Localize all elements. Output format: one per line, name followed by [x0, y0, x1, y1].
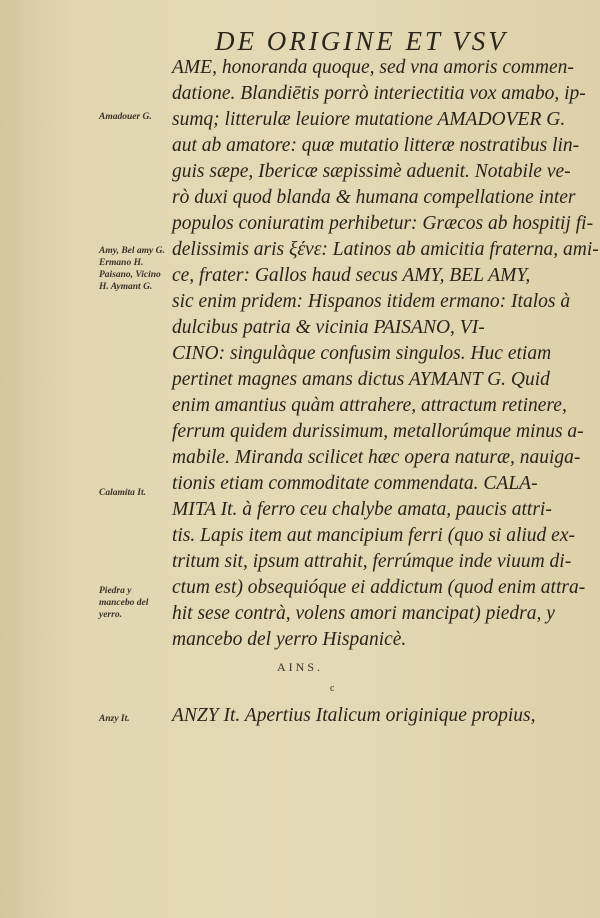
body-line: pertinet magnes amans dictus AYMANT G. Quid	[172, 369, 550, 390]
body-line: rò duxi quod blanda & humana compellatione inter	[172, 187, 576, 208]
body-line: AME, honoranda quoque, sed vna amoris commen-	[172, 57, 574, 78]
body-line: guis sæpe, Ibericæ sæpissimè aduenit. Notabile ve-	[172, 161, 571, 182]
body-line: populos coniuratim perhibetur: Græcos ab hospitij fi-	[172, 213, 594, 234]
margin-note: Piedra y mancebo del yerro.	[99, 586, 149, 620]
body-line: tritum sit, ipsum attrahit, ferrúmque inde viuum di-	[172, 551, 572, 572]
body-line: enim amantius quàm attrahere, attractum retinere,	[172, 395, 567, 416]
body-line: mabile. Miranda scilicet hæc opera naturæ, nauiga-	[172, 447, 581, 468]
signature-mark: c	[330, 683, 335, 694]
body-line: tis. Lapis item aut mancipium ferri (quo si aliud ex-	[172, 525, 575, 546]
margin-note: Anzy It.	[99, 714, 130, 724]
body-line: aut ab amatore: quæ mutatio litteræ nostratibus lin-	[172, 135, 580, 156]
section-title: AINS.	[276, 660, 323, 674]
body-line: MITA It. à ferro ceu chalybe amata, paucis attri-	[172, 499, 552, 520]
body-line: sumq; litterulæ leuiore mutatione AMADOVER G.	[172, 109, 566, 130]
body-line: tionis etiam commoditate commendata. CALA-	[172, 473, 538, 494]
body-line: mancebo del yerro Hispanicè.	[172, 629, 407, 650]
body-line: CINO: singulàque confusim singulos. Huc etiam	[172, 343, 552, 364]
body-line: hit sese contrà, volens amori mancipat) piedra, y	[172, 603, 555, 624]
body-line: ctum est) obsequióque ei addictum (quod enim attra-	[172, 577, 586, 598]
body-line: dulcibus patria & vicinia PAISANO, VI-	[172, 317, 485, 338]
body-line: ANZY It. Apertius Italicum originique propius,	[172, 705, 536, 726]
body-line: ce, frater: Gallos haud secus AMY, BEL AMY,	[172, 265, 531, 286]
body-line: delissimis aris ξένε: Latinos ab amicitia fraterna, ami-	[172, 239, 599, 260]
running-header: DE ORIGINE ET VSV	[215, 26, 508, 56]
margin-note: Amadouer G.	[99, 112, 152, 122]
body-line: sic enim pridem: Hispanos itidem ermano: Italos à	[172, 291, 571, 312]
body-line: datione. Blandiētis porrò interiectitia vox amabo, ip-	[172, 83, 586, 104]
body-line: ferrum quidem durissimum, metallorúmque minus a-	[172, 421, 584, 442]
margin-note: Calamita It.	[99, 488, 146, 498]
margin-note: Amy, Bel amy G. Ermano H. Paisano, Vicino H. Aymant G.	[99, 246, 165, 292]
